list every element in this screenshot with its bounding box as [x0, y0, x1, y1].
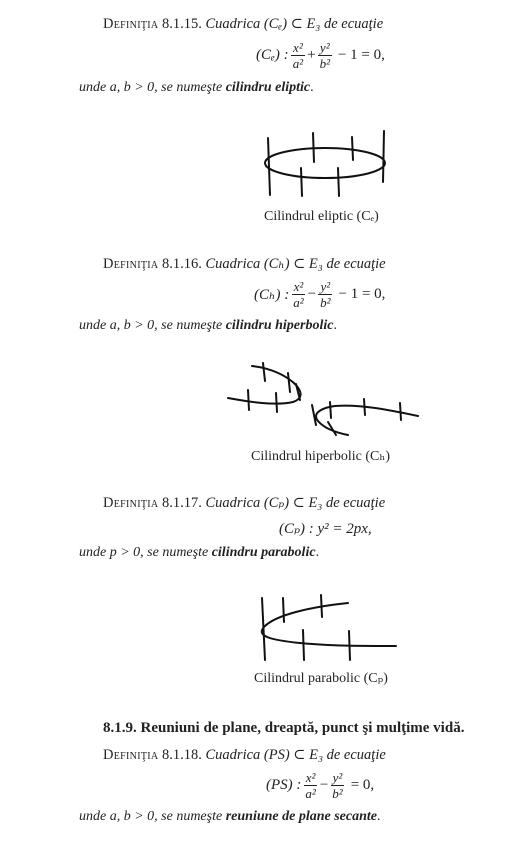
- body-text: unde a, b > 0, se numeşte: [79, 318, 223, 333]
- denominator: a²: [293, 295, 304, 310]
- equation-rhs: = 0,: [350, 777, 375, 793]
- generator-line: [283, 598, 284, 622]
- operator: −: [307, 286, 317, 302]
- figure-caption-parabolic: Cilindrul parabolic (Cₚ): [254, 671, 388, 686]
- defined-term: cilindru parabolic: [211, 545, 316, 560]
- definition-number: 8.1.18.: [162, 747, 202, 763]
- defined-term: cilindru eliptic: [225, 80, 311, 95]
- denominator: a²: [292, 56, 304, 71]
- body-text: unde a, b > 0, se numeşte: [79, 80, 223, 95]
- denominator: a²: [305, 786, 316, 801]
- definition-body: unde a, b > 0, se numeşte reuniune de plane secante.: [79, 809, 381, 824]
- definition-label: Definiţia: [103, 495, 159, 511]
- equation-lhs: (Cₑ) :: [256, 47, 289, 63]
- numerator: y²: [319, 40, 330, 55]
- numerator: y²: [332, 770, 343, 785]
- equation-lhs: (PS) :: [266, 777, 302, 793]
- generator-line: [349, 631, 350, 660]
- definition-number: 8.1.16.: [162, 256, 202, 272]
- numerator: x²: [293, 279, 304, 294]
- definition-statement: Cuadrica (PS) ⊂ E₃ de ecuaţie: [205, 747, 386, 763]
- denominator: b²: [319, 56, 330, 71]
- parabola-curve: [262, 603, 396, 646]
- definition-statement: Cuadrica (Cₑ) ⊂ E₃ de ecuaţie: [205, 16, 384, 32]
- numerator: y²: [320, 279, 331, 294]
- definition-label: Definiţia: [103, 256, 159, 272]
- operator: −: [319, 777, 329, 793]
- generator-line: [321, 595, 322, 617]
- denominator: b²: [332, 786, 343, 801]
- definition-number: 8.1.17.: [162, 495, 202, 511]
- definition-number: 8.1.15.: [162, 16, 202, 32]
- definition-body: unde a, b > 0, se numeşte cilindru hiperbolic.: [79, 318, 337, 333]
- equation-lhs: (Cₕ) :: [254, 287, 290, 303]
- numerator: x²: [293, 40, 303, 55]
- figure-caption-elliptic: Cilindrul eliptic (Cₑ): [264, 209, 379, 224]
- definition-body: unde a, b > 0, se numeşte cilindru eliptic.: [79, 80, 314, 95]
- definition-body: unde p > 0, se numeşte cilindru parabolic.: [79, 545, 320, 560]
- equation-parabolic: (Cₚ) : y² = 2px,: [279, 521, 372, 537]
- equation-secant-planes: [266, 770, 374, 801]
- defined-term: reuniune de plane secante: [225, 809, 377, 824]
- definition-label: Definiţia: [103, 16, 159, 32]
- operator: +: [307, 47, 316, 63]
- body-text: unde p > 0, se numeşte: [79, 545, 209, 560]
- equation-rhs: − 1 = 0,: [337, 47, 385, 63]
- figure-caption-hyperbolic: Cilindrul hiperbolic (Cₕ): [251, 449, 391, 464]
- definition-8-1-18-heading: [103, 747, 386, 764]
- fraction-x: [303, 770, 317, 801]
- numerator: x²: [305, 770, 316, 785]
- generator-line: [303, 630, 304, 660]
- defined-term: cilindru hiperbolic: [225, 318, 334, 333]
- definition-label: Definiţia: [103, 747, 159, 763]
- equation-rhs: − 1 = 0,: [338, 286, 386, 302]
- denominator: b²: [320, 295, 331, 310]
- body-text: unde a, b > 0, se numeşte: [79, 809, 223, 824]
- definition-statement: Cuadrica (Cₚ) ⊂ E₃ de ecuaţie: [205, 495, 386, 511]
- definition-statement: Cuadrica (Cₕ) ⊂ E₃ de ecuaţie: [205, 256, 386, 272]
- fraction-y: [330, 770, 344, 801]
- section-heading: 8.1.9. Reuniuni de plane, dreaptă, punct şi mulţime vidă.: [103, 720, 465, 736]
